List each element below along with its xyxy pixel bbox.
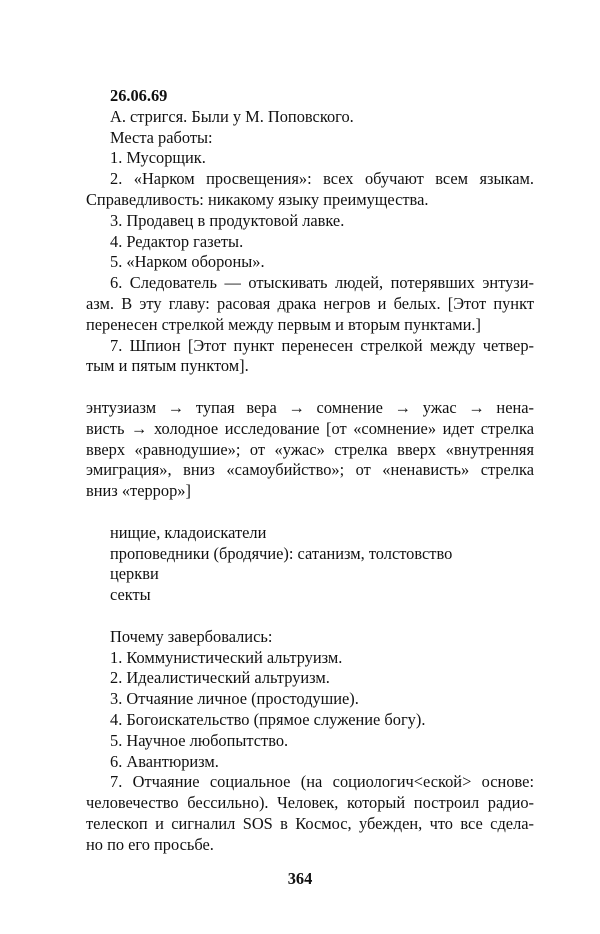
list-item: 5. Научное любопытство. (110, 730, 289, 750)
text-line: человечество бессильно). Человек, который построил радио- (86, 793, 534, 813)
group-line: проповедники (бродячие): сатанизм, толстовство (110, 543, 453, 563)
list-item: 1. Мусорщик. (110, 148, 206, 168)
group-line: нищие, кладоискатели (110, 522, 267, 542)
list-item: 6. Следователь — отыскивать людей, потерявших энтузи- (110, 273, 534, 293)
list-item: 2. «Нарком просвещения»: всех обучают всем языкам. (110, 169, 534, 189)
text-line: телескоп и сигналил SOS в Космос, убежден, что все сдела- (86, 813, 534, 833)
chain-text-line: вниз «террор»] (86, 481, 191, 501)
chain-text-line: эмиграция», вниз «самоубийство»; от «ненависть» стрелка (86, 460, 534, 480)
list-item: 4. Богоискательство (прямое служение богу). (110, 709, 426, 729)
text-line: Справедливость: никакому языку преимущества. (86, 189, 429, 209)
page-number: 364 (287, 869, 313, 888)
text-line: перенесен стрелкой между первым и вторым пунктами.] (86, 314, 481, 334)
group-line: церкви (110, 564, 159, 584)
list-item: 5. «Нарком обороны». (110, 252, 265, 272)
entry-date-heading: 26.06.69 (110, 86, 168, 105)
list-item: 7. Шпион [Этот пункт перенесен стрелкой между четвер- (110, 335, 534, 355)
text-line: азм. В эту главу: расовая драка негров и белых. [Этот пункт (86, 293, 534, 313)
list-item: 7. Отчаяние социальное (на социологич<еской> основе: (110, 772, 534, 792)
text-line: но по его просьбе. (86, 834, 214, 854)
list-item: 4. Редактор газеты. (110, 231, 244, 251)
list-item: 1. Коммунистический альтруизм. (110, 647, 343, 667)
chain-text-line: висть → холодное исследование [от «сомнение» идет стрелка (86, 418, 534, 438)
list-item: 2. Идеалистический альтруизм. (110, 668, 330, 688)
list-item: 3. Продавец в продуктовой лавке. (110, 210, 345, 230)
text-line: А. стригся. Были у М. Поповского. (110, 106, 354, 126)
section-title: Почему завербовались: (110, 626, 273, 646)
chain-text-line: энтузиазм → тупая вера → сомнение → ужас → нена- (86, 397, 534, 417)
list-item: 6. Авантюризм. (110, 751, 219, 771)
group-line: секты (110, 585, 151, 605)
chain-text-line: вверх «равнодушие»; от «ужас» стрелка вверх «внутренняя (86, 439, 534, 459)
text-line: тым и пятым пунктом]. (86, 356, 249, 376)
text-line: Места работы: (110, 127, 213, 147)
list-item: 3. Отчаяние личное (простодушие). (110, 689, 359, 709)
